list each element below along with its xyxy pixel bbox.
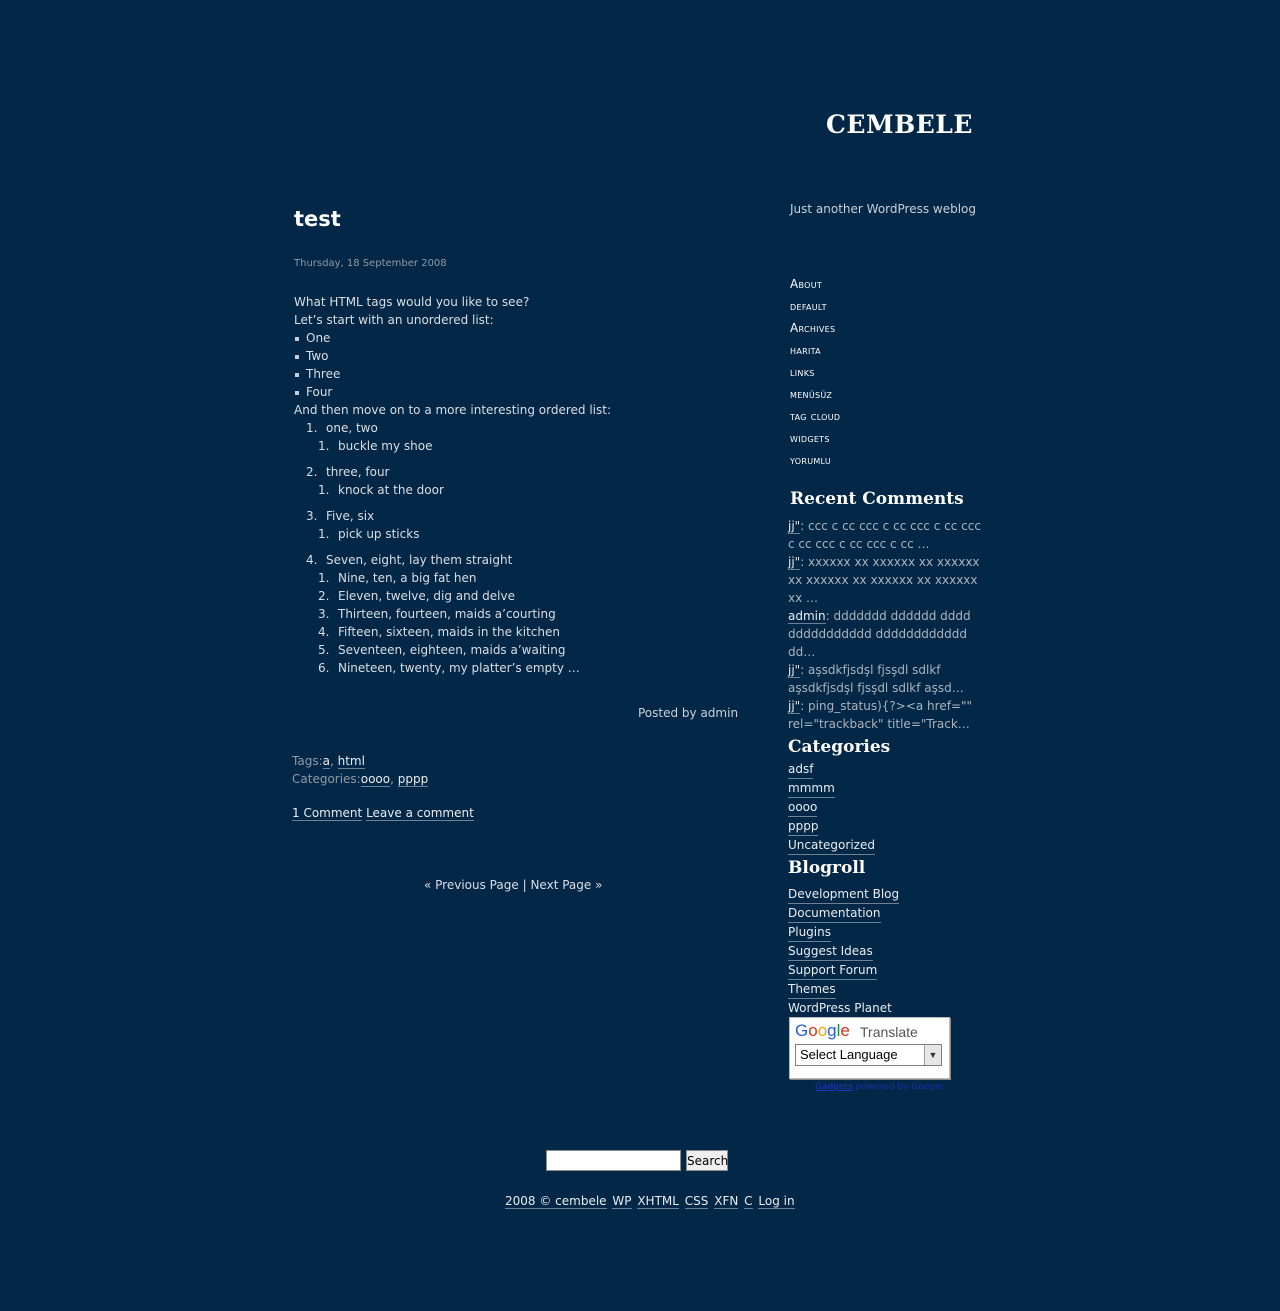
list-item xyxy=(788,607,988,661)
list-number: 4. xyxy=(306,553,318,567)
nested-ordered-list xyxy=(306,481,734,499)
categories-label: Categories: xyxy=(292,772,361,786)
comment-author-link[interactable]: jj" xyxy=(788,555,801,569)
post-paragraph: Let’s start with an unordered list: xyxy=(294,313,494,327)
nested-ordered-list xyxy=(306,525,734,543)
page-link-menusuz[interactable]: menüsüz xyxy=(790,387,833,401)
list-item xyxy=(788,661,988,697)
post-content xyxy=(294,293,734,677)
list-number: 1. xyxy=(318,483,330,497)
footer-link-css[interactable]: CSS xyxy=(684,1194,709,1208)
blogroll-link[interactable]: Themes xyxy=(788,980,836,999)
page-link-about[interactable]: About xyxy=(790,277,823,291)
list-item-label: Seven, eight, lay them straight xyxy=(326,553,513,567)
comment-excerpt: : aşsdkfjsdşl fjsşdl sdlkf aşsdkfjsdşl fjsşdl sdlkf aşsd… xyxy=(788,663,964,695)
list-item xyxy=(318,587,734,605)
list-item: Three xyxy=(294,365,734,383)
copyright-link[interactable]: 2008 © cembele xyxy=(505,1194,607,1208)
category-link[interactable]: oooo xyxy=(788,798,817,817)
nested-ordered-list xyxy=(306,437,734,455)
google-logo: Google xyxy=(795,1021,850,1040)
page-link-yorumlu[interactable]: yorumlu xyxy=(790,453,832,467)
search-button[interactable]: Search xyxy=(686,1150,728,1171)
login-link[interactable]: Log in xyxy=(758,1194,795,1208)
blogroll-link[interactable]: Plugins xyxy=(788,923,831,942)
next-page-link[interactable]: Next Page » xyxy=(530,878,603,892)
nested-ordered-list xyxy=(306,569,734,677)
list-item-label: buckle my shoe xyxy=(338,439,433,453)
list-item-label: Seventeen, eighteen, maids a’waiting xyxy=(338,643,566,657)
blogroll-link[interactable]: Suggest Ideas xyxy=(788,942,873,961)
comments-link[interactable]: 1 Comment xyxy=(292,806,363,820)
list-item-label: Eleven, twelve, dig and delve xyxy=(338,589,515,603)
list-item xyxy=(318,569,734,587)
powered-by-text: powered by Google xyxy=(852,1082,943,1092)
list-number: 3. xyxy=(306,509,318,523)
category-link[interactable]: pppp xyxy=(397,772,429,786)
list-item xyxy=(306,419,734,455)
list-item: Two xyxy=(294,347,734,365)
post-paragraph: What HTML tags would you like to see? xyxy=(294,295,530,309)
blogroll-link[interactable]: Documentation xyxy=(788,904,881,923)
blogroll-list xyxy=(788,885,899,1017)
post-title[interactable]: test xyxy=(294,207,341,231)
list-item-label: one, two xyxy=(326,421,378,435)
list-item xyxy=(306,463,734,499)
list-item xyxy=(306,551,734,677)
list-item-label: Fifteen, sixteen, maids in the kitchen xyxy=(338,625,560,639)
list-number: 1. xyxy=(318,571,330,585)
categories-title: Categories xyxy=(788,737,891,757)
footer-link-xfn[interactable]: XFN xyxy=(714,1194,739,1208)
comment-excerpt: : ping_status){?><a href="" rel="trackback" title="Track… xyxy=(788,699,973,731)
page-link-harita[interactable]: harita xyxy=(790,343,821,357)
page-link-links[interactable]: links xyxy=(790,365,815,379)
post-paragraph: And then move on to a more interesting ordered list: xyxy=(294,403,612,417)
footer-link-c[interactable]: C xyxy=(744,1194,753,1208)
category-link[interactable]: adsf xyxy=(788,760,813,779)
recent-comments-title: Recent Comments xyxy=(790,489,964,509)
comment-excerpt: : ddddddd dddddd dddd ddddddddddd dddddddddddd dd… xyxy=(788,609,971,659)
list-number: 5. xyxy=(318,643,330,657)
tags-label: Tags: xyxy=(292,754,323,768)
list-item xyxy=(788,553,988,607)
translate-label: Translate xyxy=(860,1024,918,1040)
previous-page-link[interactable]: « Previous Page xyxy=(424,878,519,892)
gadget-credit xyxy=(815,1082,943,1092)
list-item-label: Nineteen, twenty, my platter’s empty … xyxy=(338,661,580,675)
post-author: Posted by admin xyxy=(638,706,739,720)
google-translate-widget xyxy=(789,1017,950,1079)
list-item-label: three, four xyxy=(326,465,390,479)
post-meta xyxy=(292,752,428,788)
pagination xyxy=(424,878,602,892)
comment-author-link[interactable]: jj" xyxy=(788,663,801,677)
list-item-label: pick up sticks xyxy=(338,527,420,541)
comment-excerpt: : xxxxxx xx xxxxxx xx xxxxxx xx xxxxxx xx xxxxxx xx xxxxxx xx … xyxy=(788,555,980,605)
page-link-tag-cloud[interactable]: tag cloud xyxy=(790,409,841,423)
page-link-archives[interactable]: Archives xyxy=(790,321,836,335)
category-link[interactable]: Uncategorized xyxy=(788,836,875,855)
footer-link-xhtml[interactable]: XHTML xyxy=(637,1194,679,1208)
list-number: 6. xyxy=(318,661,330,675)
search-input[interactable] xyxy=(546,1150,681,1171)
post-comments xyxy=(292,806,474,820)
list-item xyxy=(318,641,734,659)
blogroll-link[interactable]: WordPress Planet xyxy=(788,1001,892,1015)
page-nav xyxy=(790,273,840,471)
ordered-list xyxy=(294,419,734,677)
language-select-value: Select Language xyxy=(800,1047,898,1062)
recent-comments-list xyxy=(788,517,988,733)
list-item-label: Thirteen, fourteen, maids a’courting xyxy=(338,607,556,621)
list-number: 1. xyxy=(318,439,330,453)
list-item xyxy=(318,605,734,623)
footer xyxy=(505,1194,797,1208)
categories-list xyxy=(788,760,875,855)
list-number: 1. xyxy=(306,421,318,435)
list-number: 2. xyxy=(306,465,318,479)
tag-link[interactable]: a xyxy=(322,754,330,768)
list-item xyxy=(306,507,734,543)
category-link[interactable]: pppp xyxy=(788,817,818,836)
page-link-widgets[interactable]: widgets xyxy=(790,431,830,445)
list-item-label: Nine, ten, a big fat hen xyxy=(338,571,477,585)
list-number: 2. xyxy=(318,589,330,603)
gadgets-link[interactable]: Gadgets xyxy=(815,1082,853,1092)
list-number: 1. xyxy=(318,527,330,541)
blogroll-title: Blogroll xyxy=(788,858,866,878)
list-item: One xyxy=(294,329,734,347)
list-number: 4. xyxy=(318,625,330,639)
post-date: Thursday, 18 September 2008 xyxy=(294,258,447,269)
list-item xyxy=(318,481,734,499)
comment-excerpt: : ccc c cc ccc c cc ccc c cc ccc c cc ccc c cc ccc c cc … xyxy=(788,519,981,551)
list-number: 3. xyxy=(318,607,330,621)
chevron-down-icon[interactable]: ▼ xyxy=(924,1045,941,1065)
list-item-label: Five, six xyxy=(326,509,375,523)
blogroll-link[interactable]: Development Blog xyxy=(788,885,899,904)
tag-link[interactable]: html xyxy=(337,754,365,768)
site-tagline: Just another WordPress weblog xyxy=(790,202,977,216)
post-tags: Tags:a, html xyxy=(292,754,365,768)
list-item-label: knock at the door xyxy=(338,483,444,497)
comment-author-link[interactable]: jj" xyxy=(788,699,801,713)
language-select[interactable] xyxy=(795,1044,942,1066)
leave-comment-link[interactable]: Leave a comment xyxy=(366,806,474,820)
list-item xyxy=(318,659,734,677)
footer-link-wp[interactable]: WP xyxy=(612,1194,632,1208)
list-item xyxy=(318,623,734,641)
unordered-list xyxy=(294,329,734,401)
blogroll-link[interactable]: Support Forum xyxy=(788,961,877,980)
page-link-default[interactable]: default xyxy=(790,299,827,313)
list-item xyxy=(788,517,988,553)
comment-author-link[interactable]: admin xyxy=(788,609,826,623)
post-categories: Categories:oooo, pppp xyxy=(292,772,429,786)
list-item: Four xyxy=(294,383,734,401)
list-item xyxy=(318,525,734,543)
category-link[interactable]: mmmm xyxy=(788,779,835,798)
comment-author-link[interactable]: jj" xyxy=(788,519,801,533)
pager-separator: | xyxy=(522,878,527,892)
site-title[interactable]: CEMBELE xyxy=(826,110,973,139)
list-item xyxy=(788,697,988,733)
list-item xyxy=(318,437,734,455)
category-link[interactable]: oooo xyxy=(360,772,391,786)
